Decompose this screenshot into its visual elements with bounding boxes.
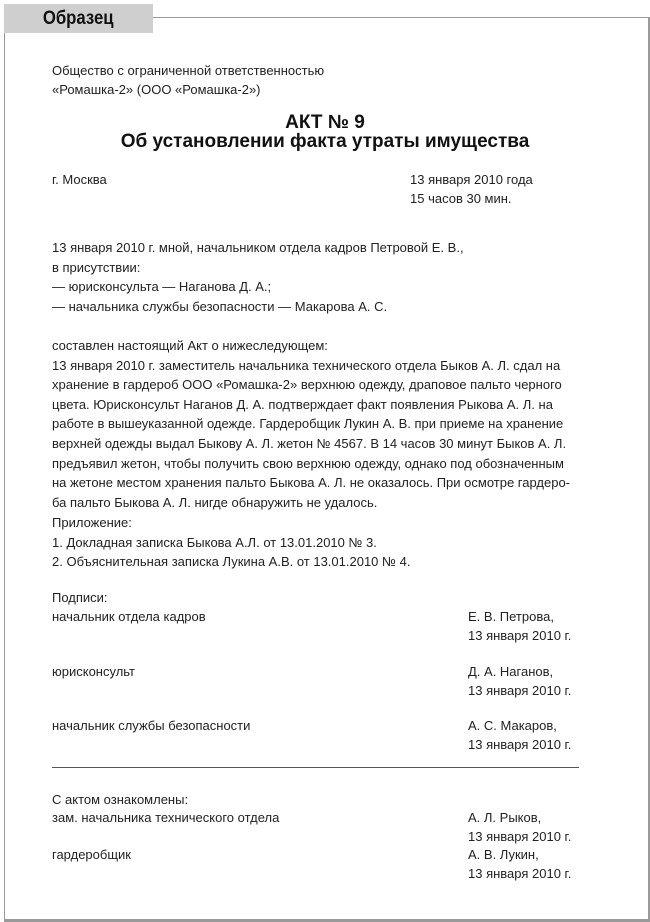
frame-border-top (152, 17, 649, 18)
attachment-item: 1. Докладная записка Быкова А.Л. от 13.01.2010 № 3. (52, 534, 377, 550)
signature-name: Е. В. Петрова, (468, 609, 554, 624)
signature-date: 13 января 2010 г. (468, 737, 572, 752)
acknowledged-date: 13 января 2010 г. (468, 866, 572, 881)
statement-line: предъявил жетон, чтобы получить свою верхнюю одежду, однако под обозначенным (52, 455, 564, 471)
intro-line: 13 января 2010 г. мной, начальником отдела кадров Петровой Е. В., (52, 240, 464, 255)
signature-position: начальник отдела кадров (52, 609, 206, 624)
signature-position: начальник службы безопасности (52, 718, 251, 733)
sample-tab-label: Образец (43, 7, 114, 29)
intro-line: — начальника службы безопасности — Макарова А. С. (52, 298, 388, 314)
statement-line: ба пальто Быкова А. Л. нигде обнаружить не удалось. (52, 494, 378, 510)
statement-line: 13 января 2010 г. заместитель начальника технического отдела Быков А. Л. сдал на (52, 357, 561, 373)
intro-line: — юрисконсульта — Наганова Д. А.; (52, 279, 272, 295)
attachments-section (52, 513, 612, 572)
acknowledged-name: А. Л. Рыков, (468, 810, 542, 825)
signature-position: юрисконсульт (52, 664, 135, 679)
sample-tab (4, 4, 153, 33)
frame-border-left (4, 33, 5, 920)
statement-paragraph (52, 336, 612, 512)
statement-line: на жетоне местом хранения пальто Быкова А. Л. не оказалось. При осмотре гардеро- (52, 475, 571, 491)
signature-name: Д. А. Наганов, (468, 664, 554, 679)
separator-line (52, 767, 579, 768)
attachments-heading: Приложение: (52, 515, 132, 530)
signature-date: 13 января 2010 г. (468, 628, 572, 643)
intro-line: в присутствии: (52, 259, 141, 275)
signature-name: А. С. Макаров, (468, 718, 557, 733)
document-subtitle: Об установлении факта утраты имущества (120, 131, 530, 152)
statement-line: хранение в гардероб ООО «Ромашка-2» верхнюю одежду, драповое пальто черного (52, 377, 562, 393)
act-date: 13 января 2010 года (410, 172, 533, 187)
organization-line-2: «Ромашка-2» (ООО «Ромашка-2») (52, 82, 261, 97)
signature-date: 13 января 2010 г. (468, 683, 572, 698)
statement-heading: составлен настоящий Акт о нижеследующем: (52, 338, 328, 353)
statement-line: верхней одежды выдал Быкову А. Л. жетон № 4567. В 14 часов 30 минут Быков А. Л. (52, 435, 567, 451)
acknowledged-position: гардеробщик (52, 847, 131, 862)
attachment-item: 2. Объяснительная записка Лукина А.В. от 13.01.2010 № 4. (52, 554, 411, 570)
document-title: АКТ № 9 (285, 112, 365, 133)
act-time: 15 часов 30 мин. (410, 191, 512, 206)
acknowledged-heading: С актом ознакомлены: (52, 792, 189, 807)
city: г. Москва (52, 172, 107, 187)
organization-line-1: Общество с ограниченной ответственностью (52, 63, 325, 78)
statement-line: работе в вышеуказанной одежде. Гардеробщик Лукин А. В. при приеме на хранение (52, 416, 564, 432)
intro-paragraph (52, 238, 612, 316)
signatures-heading: Подписи: (52, 590, 108, 605)
acknowledged-date: 13 января 2010 г. (468, 829, 572, 844)
acknowledged-name: А. В. Лукин, (468, 847, 539, 862)
statement-line: цвета. Юрисконсульт Наганов Д. А. подтверждает факт появления Рыкова А. Л. на (52, 396, 553, 412)
acknowledged-position: зам. начальника технического отдела (52, 810, 280, 825)
